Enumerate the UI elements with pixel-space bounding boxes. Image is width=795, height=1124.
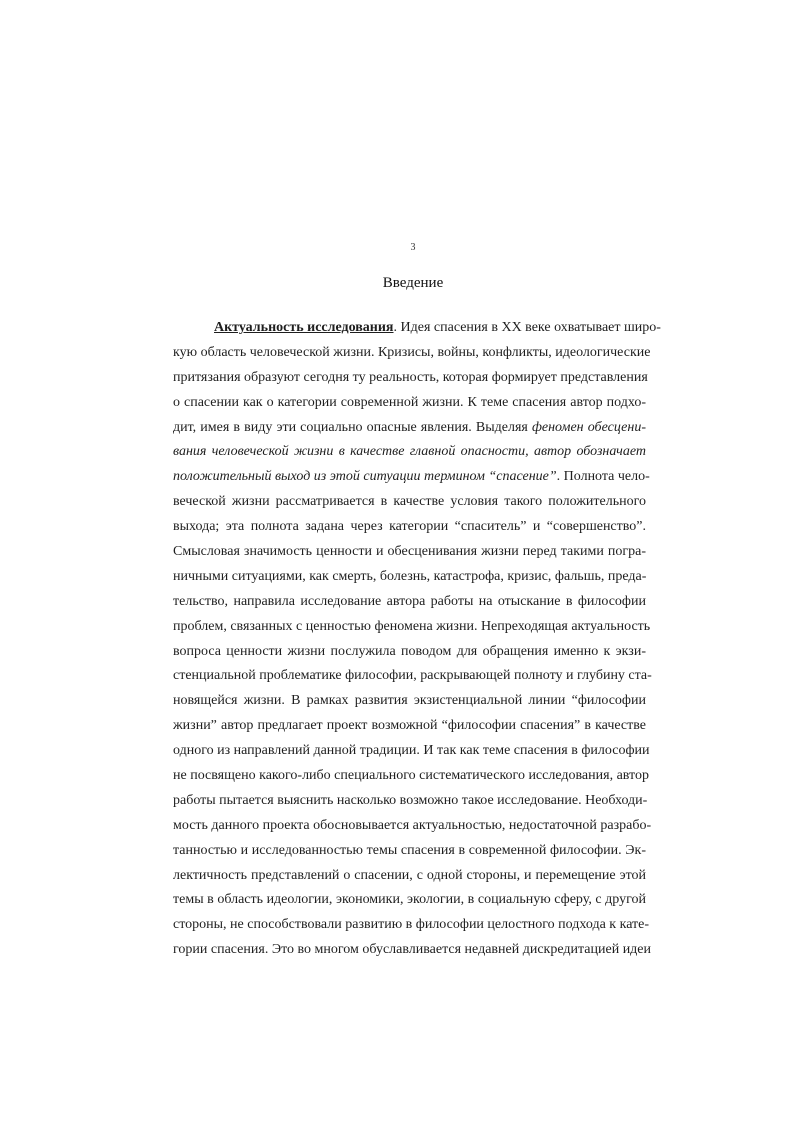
text-run: проблем, связанных с ценностью феномена жизни. Непреходящая актуальность [173, 618, 651, 634]
text-run: кую область человеческой жизни. Кризисы, войны, конфликты, идеологические [173, 344, 651, 360]
text-run: новящейся жизни. В рамках развития экзистенциальной линии “философии [173, 693, 646, 709]
text-line [173, 764, 649, 789]
text-run: притязания образуют сегодня ту реальность, которая формирует представления [173, 369, 648, 385]
text-line [173, 714, 646, 739]
text-line [173, 938, 652, 963]
text-line [173, 490, 646, 515]
text-line [173, 615, 651, 640]
text-line [173, 913, 650, 938]
page-number: 3 [410, 242, 416, 253]
text-line [173, 565, 646, 590]
text-line [173, 814, 652, 839]
text-run: гории спасения. Это во многом обуславливается недавней дискредитацией идеи [173, 942, 652, 958]
body-paragraph [173, 316, 661, 963]
text-run: не посвящено какого-либо специального систематического исследования, автор [173, 768, 649, 784]
text-run: лектичность представлений о спасении, с одной стороны, и перемещение этой [173, 867, 646, 883]
text-line [173, 640, 646, 665]
text-run: темы в область идеологии, экономики, экологии, в социальную сферу, с другой [173, 892, 646, 908]
text-run: . Идея спасения в XX веке охватывает широ- [393, 320, 661, 335]
text-line [173, 888, 646, 913]
text-run: стенциальной проблематике философии, раскрывающей полноту и глубину ста- [173, 668, 652, 684]
text-line [173, 316, 661, 341]
italic-text: вания человеческой жизни в качестве главной опасности, автор обозначает [173, 444, 646, 460]
text-line [173, 864, 646, 889]
text-run: тельство, направила исследование автора работы на отыскание в философии [173, 593, 646, 609]
text-line [173, 540, 646, 565]
text-run: дит, имея в виду эти социально опасные явления. Выделяя [173, 419, 532, 435]
text-line [173, 515, 646, 540]
text-line [173, 839, 646, 864]
text-line [173, 664, 652, 689]
text-run: работы пытается выяснить насколько возможно такое исследование. Необходи- [173, 792, 648, 808]
italic-text: феномен обесцени- [531, 419, 646, 435]
text-line [173, 341, 651, 366]
text-line [173, 416, 646, 441]
text-run: Смысловая значимость ценности и обесценивания жизни перед такими погра- [173, 544, 646, 560]
text-line [173, 590, 646, 615]
lead-phrase: Актуальность исследования [214, 320, 394, 335]
text-line [173, 440, 646, 465]
text-line [173, 391, 646, 416]
text-run: . Полнота чело- [556, 469, 650, 485]
text-line [173, 739, 650, 764]
text-run: стороны, не способствовали развитию в философии целостного подхода к кате- [173, 917, 650, 933]
text-run: вопроса ценности жизни послужила поводом для обращения именно к экзи- [173, 643, 646, 659]
italic-text: положительный выход из этой ситуации термином “спасение” [173, 469, 557, 485]
text-run: жизни” автор предлагает проект возможной “философии спасения” в качестве [173, 718, 646, 734]
text-run: выхода; эта полнота задана через категории “спаситель” и “совершенство”. [173, 519, 646, 535]
text-run: танностью и исследованностью темы спасения в современной философии. Эк- [173, 842, 646, 858]
section-heading: Введение [382, 275, 444, 291]
text-run: ничными ситуациями, как смерть, болезнь, катастрофа, кризис, фальшь, преда- [173, 568, 647, 584]
text-line [173, 789, 646, 814]
text-run: веческой жизни рассматривается в качестве условия такого положительного [173, 494, 646, 510]
text-line [173, 689, 646, 714]
text-line [173, 465, 650, 490]
text-run: о спасении как о категории современной жизни. К теме спасения автор подхо- [173, 394, 646, 410]
text-line [173, 366, 646, 391]
text-run: мость данного проекта обосновывается актуальностью, недостаточной разрабо- [173, 817, 652, 833]
text-run: одного из направлений данной традиции. И так как теме спасения в философии [173, 743, 650, 759]
